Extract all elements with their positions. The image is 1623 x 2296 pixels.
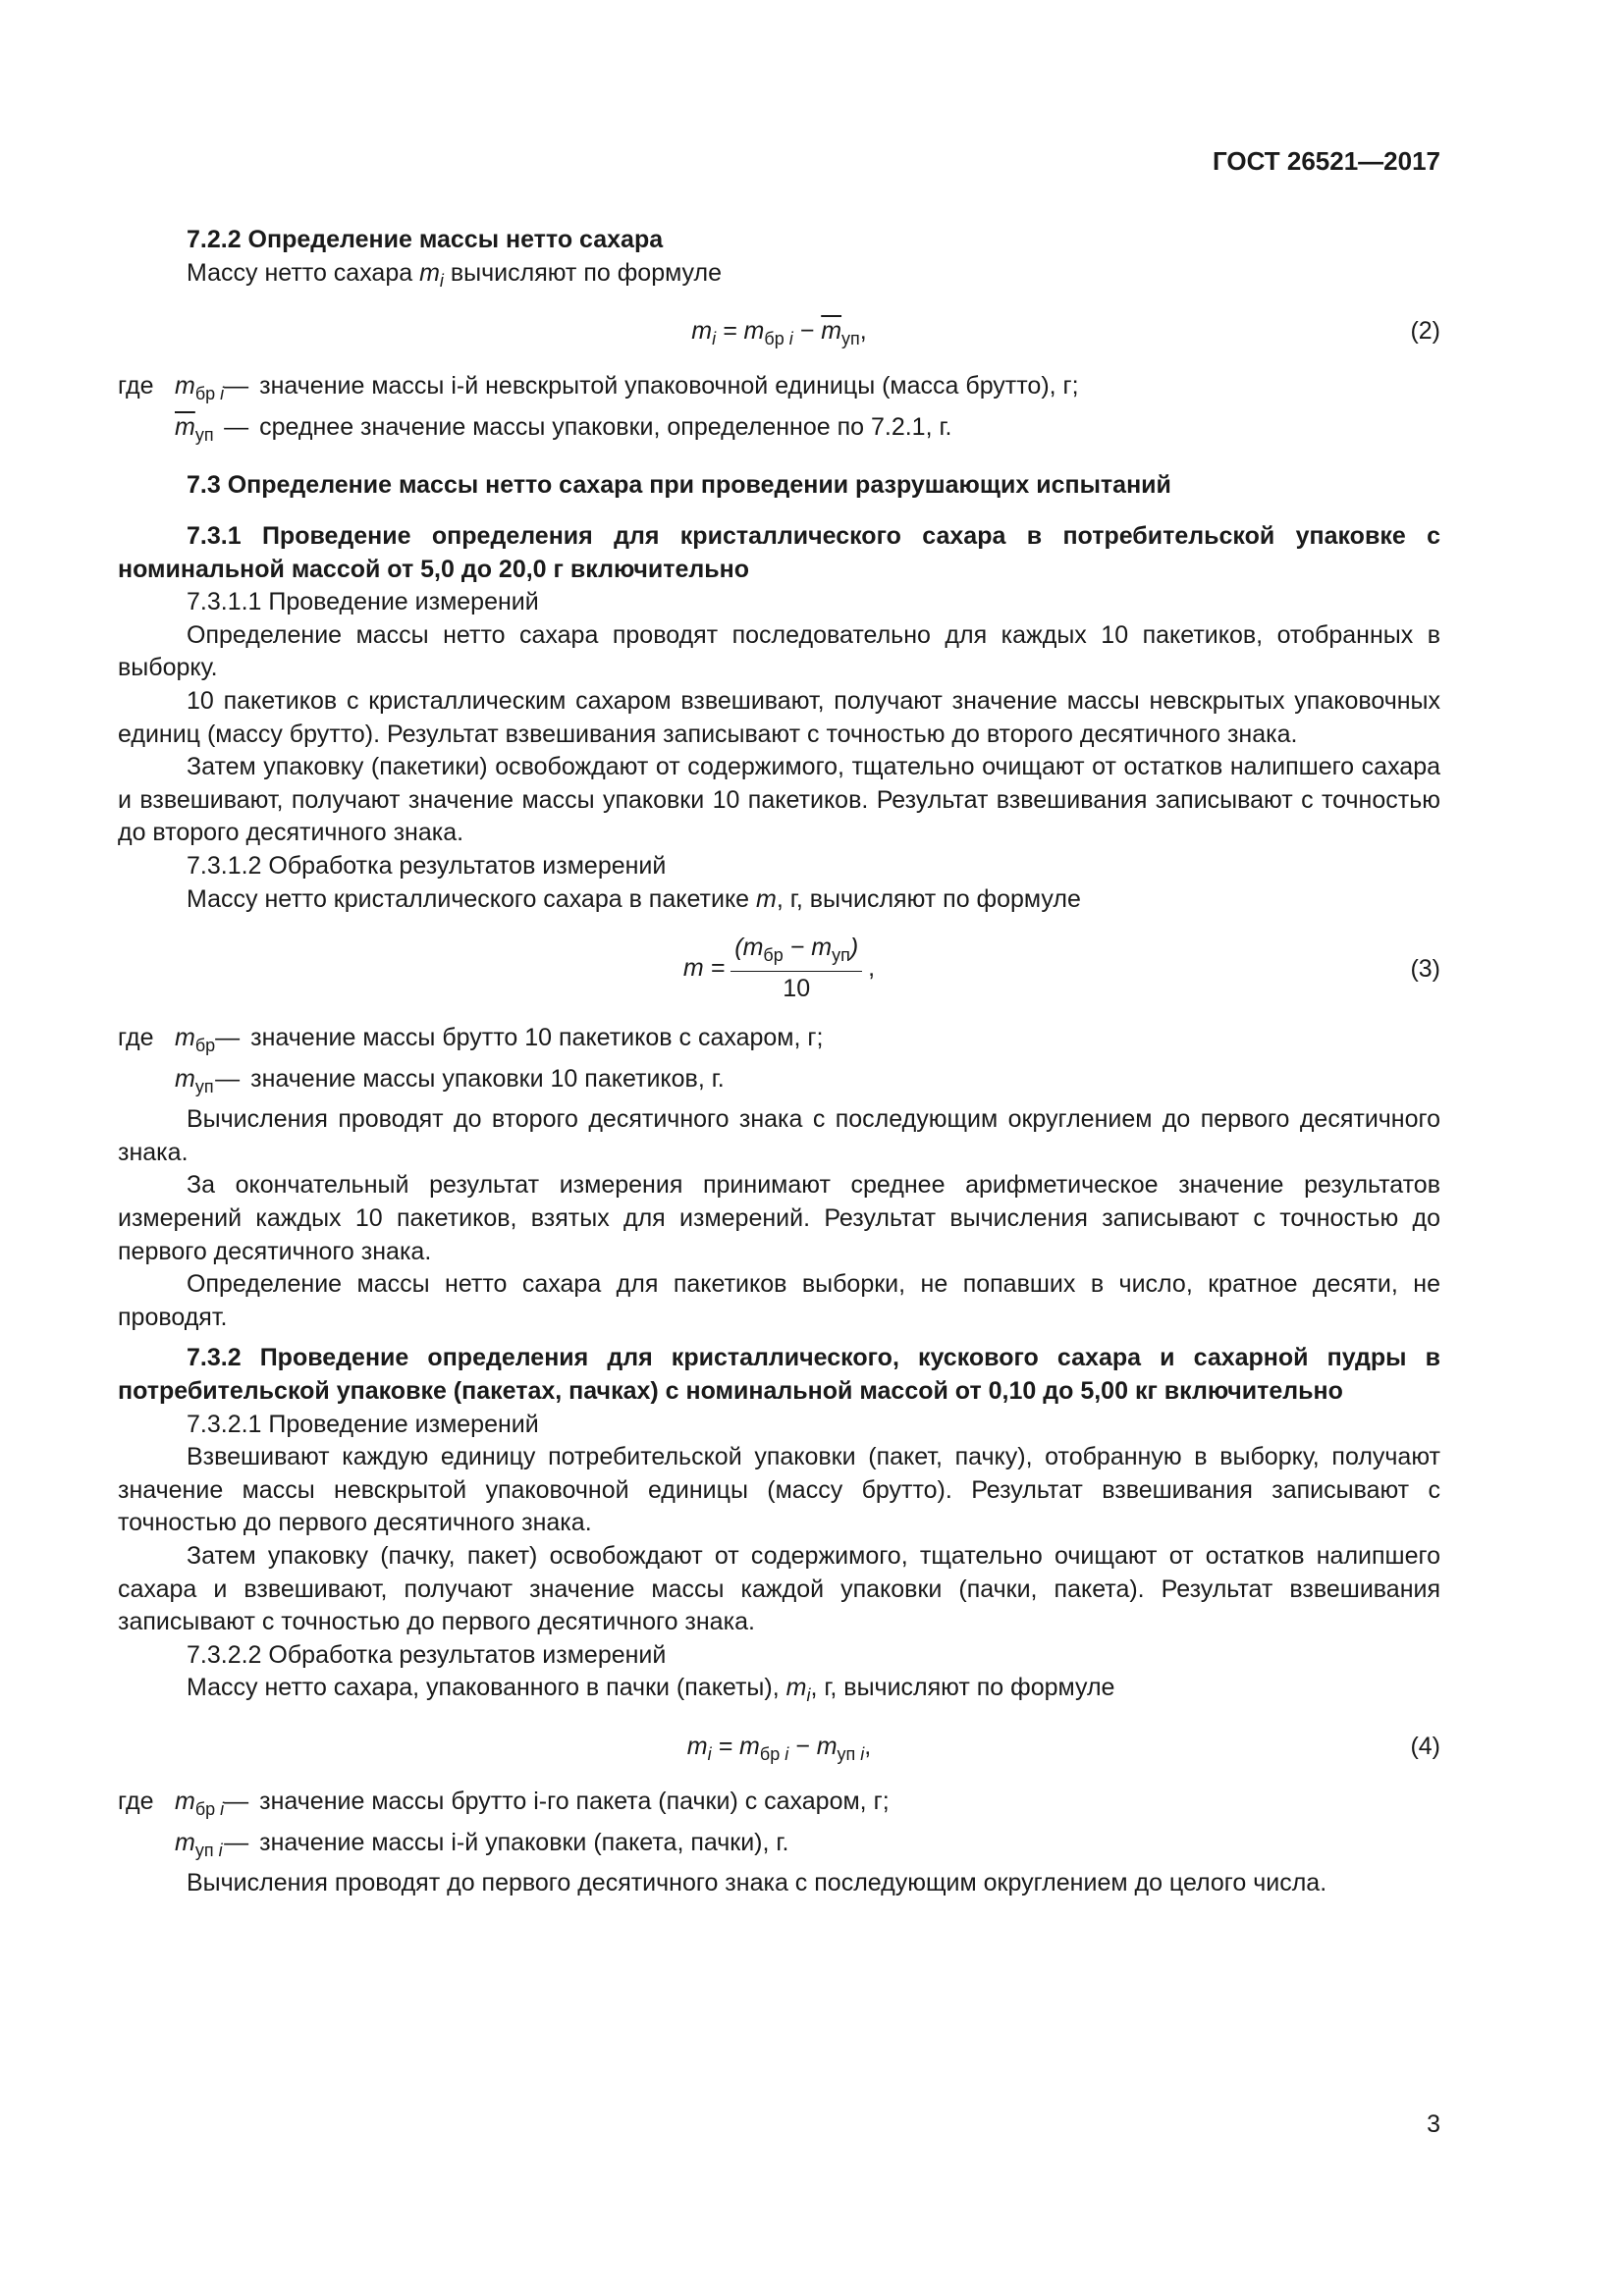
formula-4-number: (4): [1410, 1732, 1440, 1760]
legend-row: где $m_{бр}$ — значение массы брутто 10 пакетиков с сахаром, г;: [118, 1024, 824, 1056]
section-heading-7-3: 7.3 Определение массы нетто сахара при проведении разрушающих испытаний: [187, 471, 1171, 500]
section-heading-7-3-2: 7.3.2 Проведение определения для кристаллического, кускового сахара и сахарной пудры в потребительской упаковке (пакетах, пачках) с номинальной массой от 0,10 до 5,00 кг включительно: [118, 1344, 1440, 1406]
formula-2-legend: [118, 370, 1079, 452]
formula-3-legend: [118, 1022, 823, 1103]
paragraph: 10 пакетиков с кристаллическим сахаром взвешивают, получают значение массы невскрытых упаковочных единиц (массу брутто). Результат взвешивания записывают с точностью до второго десятичного знака.: [118, 686, 1440, 748]
legend-row: $m_{уп}$ — значение массы упаковки 10 пакетиков, г.: [175, 1064, 725, 1096]
formula-3-intro: Массу нетто кристаллического сахара в пакетике m, г, вычисляют по формуле: [187, 884, 1081, 913]
legend-row: где $m_{бр i}$ — значение массы i-й невскрытой упаковочной единицы (масса брутто), г;: [118, 372, 1079, 404]
paragraph: Определение массы нетто сахара проводят последовательно для каждых 10 пакетиков, отобранных в выборку.: [118, 620, 1440, 682]
formula-4: [118, 1715, 1440, 1784]
paragraph: Определение массы нетто сахара для пакетиков выборки, не попавших в число, кратное десяти, не проводят.: [118, 1270, 1440, 1331]
legend-row: $m_{уп i}$ — значение массы i-й упаковки (пакета, пачки), г.: [175, 1828, 789, 1860]
subsection-7-3-1-2: 7.3.1.2 Обработка результатов измерений: [187, 851, 667, 880]
page-number: 3: [1427, 2110, 1440, 2138]
paragraph: Вычисления проводят до второго десятичного знака с последующим округлением до первого десятичного знака.: [118, 1105, 1440, 1166]
formula-2-intro: Массу нетто сахара $m_i$ вычисляют по формуле: [187, 258, 723, 291]
legend-row: где $m_{бр i}$ — значение массы брутто i-го пакета (пачки) с сахаром, г;: [118, 1787, 890, 1819]
paragraph: Взвешивают каждую единицу потребительской упаковки (пакет, пачку), отобранную в выборку, получают значение массы невскрытой упаковочной единицы (массу брутто). Результат взвешивания записывают с точностью до первого десятичного знака.: [118, 1443, 1440, 1537]
paragraph: За окончательный результат измерения принимают среднее арифметическое значение результатов измерений каждых 10 пакетиков, взятых для измерений. Результат вычисления записывают с точностью до первого десятичного знака.: [118, 1171, 1440, 1265]
formula-3-number: (3): [1410, 955, 1440, 984]
document-header: ГОСТ 26521—2017: [1213, 146, 1440, 176]
section-heading-7-2-2: 7.2.2 Определение массы нетто сахара: [187, 226, 664, 253]
legend-row: $\overline{m}_{уп}$ — среднее значение массы упаковки, определенное по 7.2.1, г.: [175, 412, 952, 445]
formula-4-expression: $m_i = m_{бр i} - m_{уп i}$,: [686, 1732, 872, 1764]
formula-3-expression: m = $\frac{(m_{бр} - m_{уп})}{10}$ ,: [118, 932, 1440, 1005]
subsection-7-3-2-2: 7.3.2.2 Обработка результатов измерений: [187, 1640, 667, 1669]
formula-3: [118, 918, 1440, 1020]
subsection-7-3-2-1: 7.3.2.1 Проведение измерений: [187, 1410, 539, 1438]
formula-2-number: (2): [1410, 317, 1440, 346]
paragraph: Затем упаковку (пакетики) освобождают от содержимого, тщательно очищают от остатков налипшего сахара и взвешивают, получают значение массы упаковки 10 пакетиков. Результат взвешивания записывают с точностью до второго десятичного знака.: [118, 753, 1440, 847]
section-heading-7-3-1: 7.3.1 Проведение определения для кристаллического сахара в потребительской упаковке с номинальной массой от 5,0 до 20,0 г включительно: [118, 521, 1440, 583]
paragraph: Затем упаковку (пачку, пакет) освобождают от содержимого, тщательно очищают от остатков налипшего сахара и взвешивают, получают значение массы каждой упаковки (пачки, пакета). Результат взвешивания записывают с точностью до первого десятичного знака.: [118, 1542, 1440, 1636]
paragraph: Вычисления проводят до первого десятичного знака с последующим округлением до целого числа.: [187, 1869, 1327, 1897]
formula-4-intro: Массу нетто сахара, упакованного в пачки (пакеты), $m_i$, г, вычисляют по формуле: [187, 1674, 1115, 1706]
formula-4-legend: [118, 1786, 890, 1867]
page-content: [118, 224, 1440, 1900]
formula-2: [118, 299, 1440, 368]
formula-3-fraction: $\frac{(m_{бр} - m_{уп})}{10}$: [730, 932, 862, 1005]
formula-2-expression: $m_i = m_{бр i} - \overline{m}_{уп}$,: [691, 317, 867, 349]
subsection-7-3-1-1: 7.3.1.1 Проведение измерений: [187, 588, 539, 616]
